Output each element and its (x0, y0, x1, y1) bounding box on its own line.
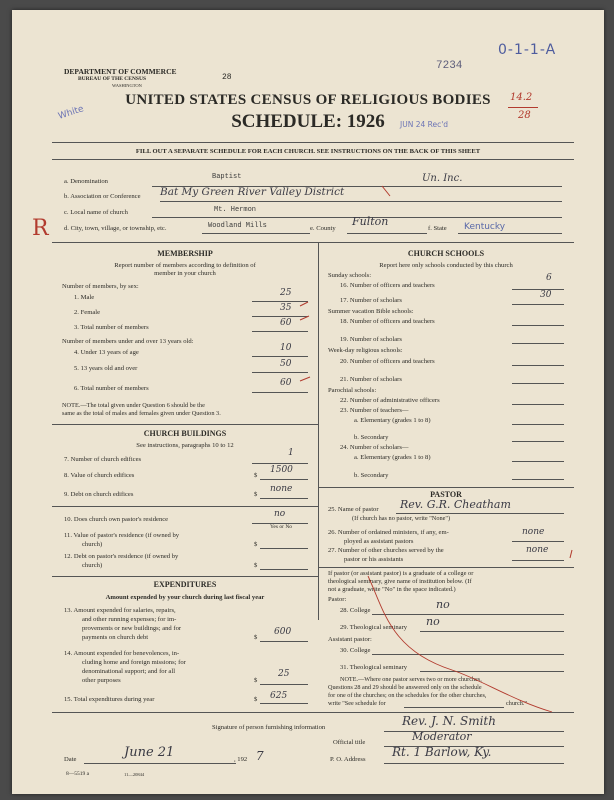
membership-title: MEMBERSHIP (157, 249, 213, 258)
bureau-name: BUREAU OF THE CENSUS (78, 76, 147, 82)
membership-note-1: NOTE.—The total given under Question 6 should be the (62, 402, 205, 409)
membership-note-2: same as the total of males and females given under Question 3. (62, 410, 221, 417)
fraction-top: 14.2 (510, 92, 533, 103)
schools-subtitle: Report here only schools conducted by this church (379, 262, 513, 269)
q26-label-2: ployed as assistant pastors (344, 538, 414, 545)
q31-label: 31. Theological seminary (340, 664, 408, 671)
q13-dollar: $ (254, 634, 258, 641)
pastor-note-2: Questions 28 and 29 should be answered only on the schedule (328, 684, 482, 691)
q29-label: 29. Theological seminary (340, 624, 408, 631)
q13-answer: 600 (274, 627, 292, 637)
q14-answer: 25 (278, 669, 290, 679)
q9-dollar: $ (254, 491, 258, 498)
red-check-q3 (300, 316, 309, 320)
red-check-q6 (300, 377, 310, 381)
q24a-label: a. Elementary (grades 1 to 8) (354, 454, 431, 461)
city-value: Woodland Mills (208, 222, 267, 230)
q9-answer: none (270, 484, 293, 494)
q19-label: 19. Number of scholars (340, 336, 402, 343)
denomination-value: Baptist (212, 173, 242, 181)
q14-label-4: other purposes (82, 677, 121, 684)
state-value: Kentucky (464, 222, 506, 232)
q13-label-1: 13. Amount expended for salaries, repairs, (64, 607, 176, 614)
code-stamp: 0-1-1-A (498, 42, 557, 58)
q7-answer: 1 (288, 448, 294, 458)
graduate-3: not a graduate, write "No" in the space indicated.) (328, 586, 456, 593)
q14-label-3: denominational support; and for all (82, 668, 176, 675)
red-tick-q27 (570, 550, 572, 558)
q11-dollar: $ (254, 541, 258, 548)
q22-label: 22. Number of administrative officers (340, 397, 440, 404)
q17-label: 17. Number of scholars (340, 297, 402, 304)
q23a-label: a. Elementary (grades 1 to 8) (354, 417, 431, 424)
county-value: Fulton (352, 215, 389, 228)
buildings-title: CHURCH BUILDINGS (143, 429, 227, 438)
q8-label: 8. Value of church edifices (64, 472, 135, 479)
q6-label: 6. Total number of members (74, 385, 149, 392)
pastor-title: PASTOR (430, 490, 462, 499)
pastor-note-3: for one of the churches; on the schedules for the other churches, (328, 692, 487, 699)
q23b-label: b. Secondary (354, 434, 389, 441)
local-name-value: Mt. Hermon (214, 206, 257, 214)
q12-dollar: $ (254, 562, 258, 569)
pastor-sub-label: Pastor: (328, 596, 347, 603)
q16-label: 16. Number of officers and teachers (340, 282, 435, 289)
denomination-label: a. Denomination (64, 178, 108, 185)
received-date-stamp: JUN 24 Rec'd (400, 120, 449, 129)
q26-answer: none (522, 527, 545, 537)
q2-label: 2. Female (74, 309, 101, 316)
bureau-city: WASHINGTON (112, 83, 142, 88)
form-title: UNITED STATES CENSUS OF RELIGIOUS BODIES (125, 92, 491, 108)
q13-label-3: provements or new buildings; and for (82, 625, 182, 632)
po-address-value: Rt. 1 Barlow, Ky. (392, 745, 492, 759)
q27-label-1: 27. Number of other churches served by the (328, 547, 444, 554)
q15-label: 15. Total expenditures during year (64, 696, 155, 703)
q26-label-1: 26. Number of ordained ministers, if any, em- (328, 529, 449, 536)
red-diagonal-stroke (368, 576, 552, 712)
q28-answer: no (436, 598, 450, 611)
print-number: 11—20844 (124, 772, 145, 777)
graduate-1: If pastor (or assistant pastor) is a graduate of a college or (328, 570, 474, 577)
q15-answer: 625 (270, 691, 288, 701)
q5-label: 5. 13 years old and over (74, 365, 138, 372)
q29-answer: no (426, 615, 440, 628)
membership-subtitle-1: Report number of members according to definition of (114, 262, 256, 269)
q1-answer: 25 (280, 288, 292, 298)
q24b-label: b. Secondary (354, 472, 389, 479)
q23-label: 23. Number of teachers— (340, 407, 409, 414)
weekday-label: Week-day religious schools: (328, 347, 403, 354)
white-stamp: White (57, 104, 86, 122)
local-name-label: c. Local name of church (64, 209, 128, 216)
asst-pastor-label: Assistant pastor: (328, 636, 372, 643)
q30-label: 30. College (340, 647, 371, 654)
official-title-label: Official title (333, 739, 366, 746)
q28-label: 28. College (340, 607, 371, 614)
q9-label: 9. Debt on church edifices (64, 491, 134, 498)
q13-label-2: and other running expenses; for im- (82, 616, 177, 623)
q25-answer: Rev. G.R. Cheatham (400, 498, 511, 511)
serial-stamp: 7234 (436, 60, 463, 72)
schedule-title: SCHEDULE: 1926 (231, 111, 385, 132)
date-label: Date (64, 756, 77, 763)
yes-no-hint: Yes or No (270, 524, 293, 530)
red-tick-association (382, 186, 390, 196)
po-address-label: P. O. Address (330, 756, 366, 763)
q18-label: 18. Number of officers and teachers (340, 318, 435, 325)
q2-answer: 35 (280, 303, 292, 313)
q12-label-2: church) (82, 562, 103, 569)
q27-answer: none (526, 545, 549, 555)
summer-label: Summer vacation Bible schools: (328, 308, 414, 315)
q8-answer: 1500 (270, 465, 293, 475)
association-label: b. Association or Conference (64, 193, 141, 200)
expenditures-title: EXPENDITURES (153, 580, 217, 589)
signature-label: Signature of person furnishing information (212, 724, 326, 731)
q3-answer: 60 (280, 318, 292, 328)
q21-label: 21. Number of scholars (340, 376, 402, 383)
pastor-note-4: write "See schedule for (328, 700, 386, 707)
schools-title: CHURCH SCHOOLS (407, 249, 485, 258)
q4-label: 4. Under 13 years of age (74, 349, 139, 356)
signature-value: Rev. J. N. Smith (402, 714, 496, 728)
q14-dollar: $ (254, 677, 258, 684)
association-value: Bat My Green River Valley District (160, 186, 345, 198)
under-over-label: Number of members under and over 13 years old: (62, 338, 194, 345)
denomination-note: Un. Inc. (422, 173, 463, 184)
q5-answer: 50 (280, 359, 292, 369)
by-sex-label: Number of members, by sex: (62, 283, 139, 290)
q20-label: 20. Number of officers and teachers (340, 358, 435, 365)
pastor-note-1: NOTE.—Where one pastor serves two or more churches, (340, 676, 482, 683)
red-pencil-marks (12, 10, 604, 794)
red-check-q2 (300, 302, 308, 306)
q4-answer: 10 (280, 343, 292, 353)
red-r-mark: R (32, 216, 49, 241)
dept-name: DEPARTMENT OF COMMERCE (64, 67, 177, 76)
q14-label-1: 14. Amount expended for benevolences, in- (64, 650, 180, 657)
q24-label: 24. Number of scholars— (340, 444, 409, 451)
county-label: e. County (310, 225, 336, 232)
q10-label: 10. Does church own pastor's residence (64, 516, 169, 523)
q10-answer: no (274, 509, 286, 519)
q7-label: 7. Number of church edifices (64, 456, 142, 463)
state-label: f. State (428, 225, 447, 232)
expenditures-subtitle: Amount expended by your church during last fiscal year (105, 594, 265, 601)
q25-note: (If church has no pastor, write "None") (352, 515, 451, 522)
form-number-28: 28 (222, 73, 232, 82)
q8-dollar: $ (254, 472, 258, 479)
form-number: 8—5519 a (66, 771, 90, 777)
graduate-2: theological seminary, give name of institution below. (If (328, 578, 472, 585)
q3-label: 3. Total number of members (74, 324, 149, 331)
official-title-value: Moderator (412, 730, 472, 743)
q27-label-2: pastor or his assistants (344, 556, 404, 563)
fraction-bottom: 28 (518, 110, 531, 121)
census-schedule-page (12, 10, 604, 794)
q15-dollar: $ (254, 696, 258, 703)
q11-label-1: 11. Value of pastor's residence (if owned by (64, 532, 180, 539)
q12-label-1: 12. Debt on pastor's residence (if owned by (64, 553, 179, 560)
q1-label: 1. Male (74, 294, 95, 301)
city-label: d. City, town, village, or township, etc. (64, 225, 167, 232)
date-value: June 21 (124, 745, 175, 760)
year-digit: 7 (256, 749, 264, 763)
q17-answer: 30 (540, 290, 552, 300)
buildings-subtitle: See instructions, paragraphs 10 to 12 (136, 442, 234, 449)
membership-subtitle-2: member in your church (154, 270, 216, 277)
parochial-label: Parochial schools: (328, 387, 377, 394)
instruction-line: FILL OUT A SEPARATE SCHEDULE FOR EACH CHURCH. SEE INSTRUCTIONS ON THE BACK OF THIS SHEET (135, 148, 481, 155)
q25-label: 25. Name of pastor (328, 506, 379, 513)
q6-answer: 60 (280, 378, 292, 388)
pastor-note-5: church." (506, 700, 527, 707)
q11-label-2: church) (82, 541, 103, 548)
q13-label-4: payments on church debt (82, 634, 149, 641)
sunday-label: Sunday schools: (328, 272, 372, 279)
q14-label-2: cluding home and foreign missions; for (82, 659, 186, 666)
year-prefix: , 192 (234, 756, 248, 763)
q16-answer: 6 (546, 273, 552, 283)
